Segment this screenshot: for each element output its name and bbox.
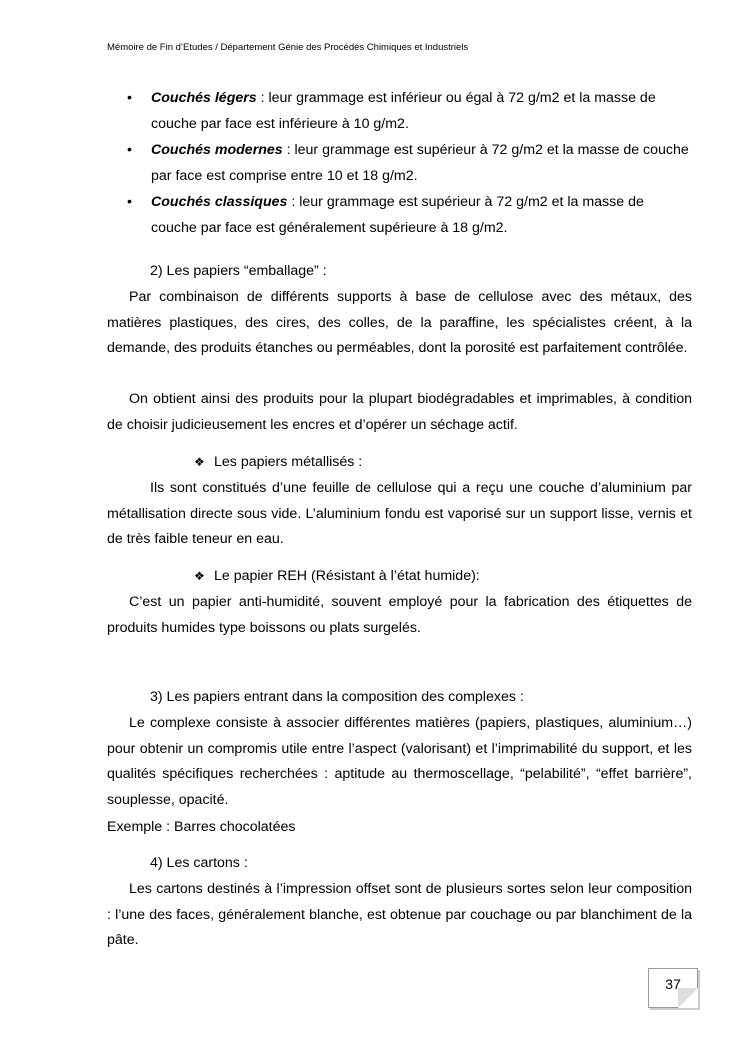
- section-4-paragraph-1: Les cartons destinés à l’impression offset sont de plusieurs sortes selon leur composition : l’une des faces, généralement blanche, est obtenue par couchage ou par blanchiment de la pâte.: [107, 881, 692, 949]
- diamond-bullet-icon: ❖: [194, 455, 205, 469]
- list-item: [107, 190, 692, 241]
- section-4-title: 4) Les cartons :: [150, 855, 248, 871]
- list-item-text: : leur grammage est supérieur à 72 g/m2 et la masse de couche par face est comprise entre 10 et 18 g/m2.: [151, 142, 689, 184]
- page-header: Mémoire de Fin d’Etudes / Département Génie des Procédés Chimiques et Industriels: [107, 42, 469, 53]
- list-item-text: : leur grammage est inférieur ou égal à 72 g/m2 et la masse de couche par face est inférieure à 10 g/m2.: [151, 90, 656, 132]
- subsection-metallized: [194, 450, 362, 476]
- section-3-title: 3) Les papiers entrant dans la composition des complexes :: [150, 689, 524, 705]
- list-item-text: : leur grammage est supérieur à 72 g/m2 et la masse de couche par face est généralement supérieure à 18 g/m2.: [151, 194, 644, 236]
- list-item-term: Couchés modernes: [151, 142, 283, 158]
- subsection-title: Le papier REH (Résistant à l’état humide):: [214, 568, 480, 584]
- bullet-icon: •: [127, 194, 132, 210]
- list-item: [107, 138, 692, 189]
- list-item: [107, 86, 692, 137]
- section-2-paragraph-4: C’est un papier anti-humidité, souvent employé pour la fabrication des étiquettes de produits humides type boissons ou plats surgelés.: [107, 594, 692, 636]
- section-2-title: 2) Les papiers “emballage” :: [150, 263, 327, 279]
- coated-paper-list: [107, 86, 692, 242]
- list-item-term: Couchés classiques: [151, 194, 288, 210]
- subsection-title: Les papiers métallisés :: [214, 454, 363, 470]
- subsection-reh: [194, 564, 480, 590]
- section-3-example: Exemple : Barres chocolatées: [107, 819, 296, 835]
- section-2-paragraph-3: Ils sont constitués d’une feuille de cellulose qui a reçu une couche d’aluminium par métallisation directe sous vide. L’aluminium fondu est vaporisé sur un support lisse, vernis et de très faible teneur en eau.: [107, 480, 692, 548]
- list-item-term: Couchés légers: [151, 90, 257, 106]
- section-2-paragraph-1: Par combinaison de différents supports à base de cellulose avec des métaux, des matières plastiques, des cires, des colles, de la paraffine, les spécialistes créent, à la demande, des produits étanches ou perméables, dont la porosité est parfaitement contrôlée.: [107, 289, 692, 357]
- page-number: 37: [665, 977, 681, 993]
- bullet-icon: •: [127, 142, 132, 158]
- section-2-paragraph-2: On obtient ainsi des produits pour la plupart biodégradables et imprimables, à condition de choisir judicieusement les encres et d’opérer un séchage actif.: [107, 391, 692, 433]
- diamond-bullet-icon: ❖: [194, 569, 205, 583]
- bullet-icon: •: [127, 90, 132, 106]
- section-3-paragraph-1: Le complexe consiste à associer différentes matières (papiers, plastiques, aluminium…) pour obtenir un compromis utile entre l’aspect (valorisant) et l’imprimabilité du support, et les qualités spécifiques recherchées : aptitude au thermoscellage, “pelabilité”, “effet barrière”, souplesse, opacité.: [107, 715, 692, 808]
- page-fold-icon: [678, 988, 698, 1008]
- page-number-box: [648, 968, 698, 1008]
